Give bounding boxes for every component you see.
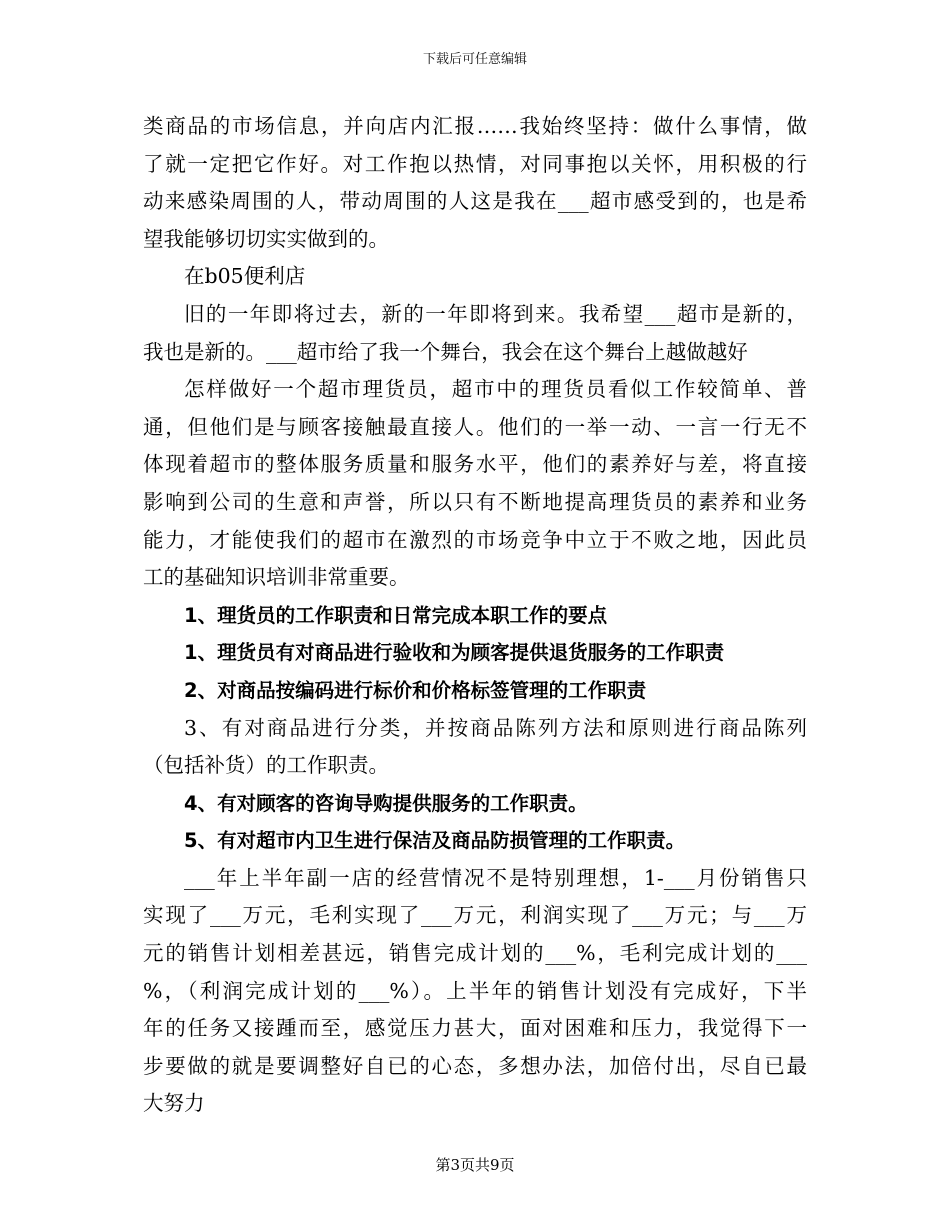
text-line: 我也是新的。___超市给了我一个舞台，我会在这个舞台上越做越好 (143, 339, 748, 364)
text-line: 3、有对商品进行分类，并按商品陈列方法和原则进行商品陈列 (184, 715, 807, 740)
text-line: 旧的一年即将过去，新的一年即将到来。我希望___超市是新的， (184, 301, 807, 326)
text-line: 了就一定把它作好。对工作抱以热情，对同事抱以关怀，用积极的行 (143, 151, 807, 176)
page-footer: 第3页共9页 (435, 1156, 515, 1174)
text-line: （包括补货）的工作职责。 (143, 753, 389, 778)
text-line: 能力，才能使我们的超市在激烈的市场竞争中立于不败之地，因此员 (143, 527, 807, 552)
document-body (143, 108, 807, 1123)
text-line: 体现着超市的整体服务质量和服务水平，他们的素养好与差，将直接 (143, 452, 807, 477)
heading-line: 1、理货员的工作职责和日常完成本职工作的要点 (184, 603, 608, 627)
text-line: 怎样做好一个超市理货员，超市中的理货员看似工作较简单、普 (184, 377, 807, 402)
text-line: 工的基础知识培训非常重要。 (143, 565, 410, 590)
text-line: ___年上半年副一店的经营情况不是特别理想，1-___月份销售只 (184, 865, 807, 890)
text-line: 步要做的就是要调整好自已的心态，多想办法，加倍付出，尽自已最 (143, 1053, 807, 1078)
text-line: 实现了___万元，毛利实现了___万元，利润实现了___万元；与___万 (143, 903, 807, 928)
text-line: 元的销售计划相差甚远，销售完成计划的___%，毛利完成计划的___ (143, 941, 807, 966)
text-line: 通，但他们是与顾客接触最直接人。他们的一举一动、一言一行无不 (143, 414, 807, 439)
text-line: 年的任务又接踵而至，感觉压力甚大，面对困难和压力，我觉得下一 (143, 1016, 807, 1041)
heading-line: 5、有对超市内卫生进行保洁及商品防损管理的工作职责。 (184, 829, 686, 853)
heading-line: 2、对商品按编码进行标价和价格标签管理的工作职责 (184, 678, 647, 702)
text-line: 在b05便利店 (184, 264, 306, 289)
text-line: 动来感染周围的人，带动周围的人这是我在___超市感受到的，也是希 (143, 189, 807, 214)
heading-line: 1、理货员有对商品进行验收和为顾客提供退货服务的工作职责 (184, 641, 725, 665)
text-line: 望我能够切切实实做到的。 (143, 226, 389, 251)
heading-line: 4、有对顾客的咨询导购提供服务的工作职责。 (184, 791, 588, 815)
page-header: 下载后可任意编辑 (422, 52, 527, 67)
text-line: %，（利润完成计划的___%）。上半年的销售计划没有完成好，下半 (143, 978, 807, 1003)
text-line: 类商品的市场信息，并向店内汇报……我始终坚持：做什么事情，做 (143, 114, 807, 138)
text-line: 影响到公司的生意和声誉，所以只有不断地提高理货员的素养和业务 (143, 489, 807, 514)
text-line: 大努力 (143, 1091, 205, 1116)
